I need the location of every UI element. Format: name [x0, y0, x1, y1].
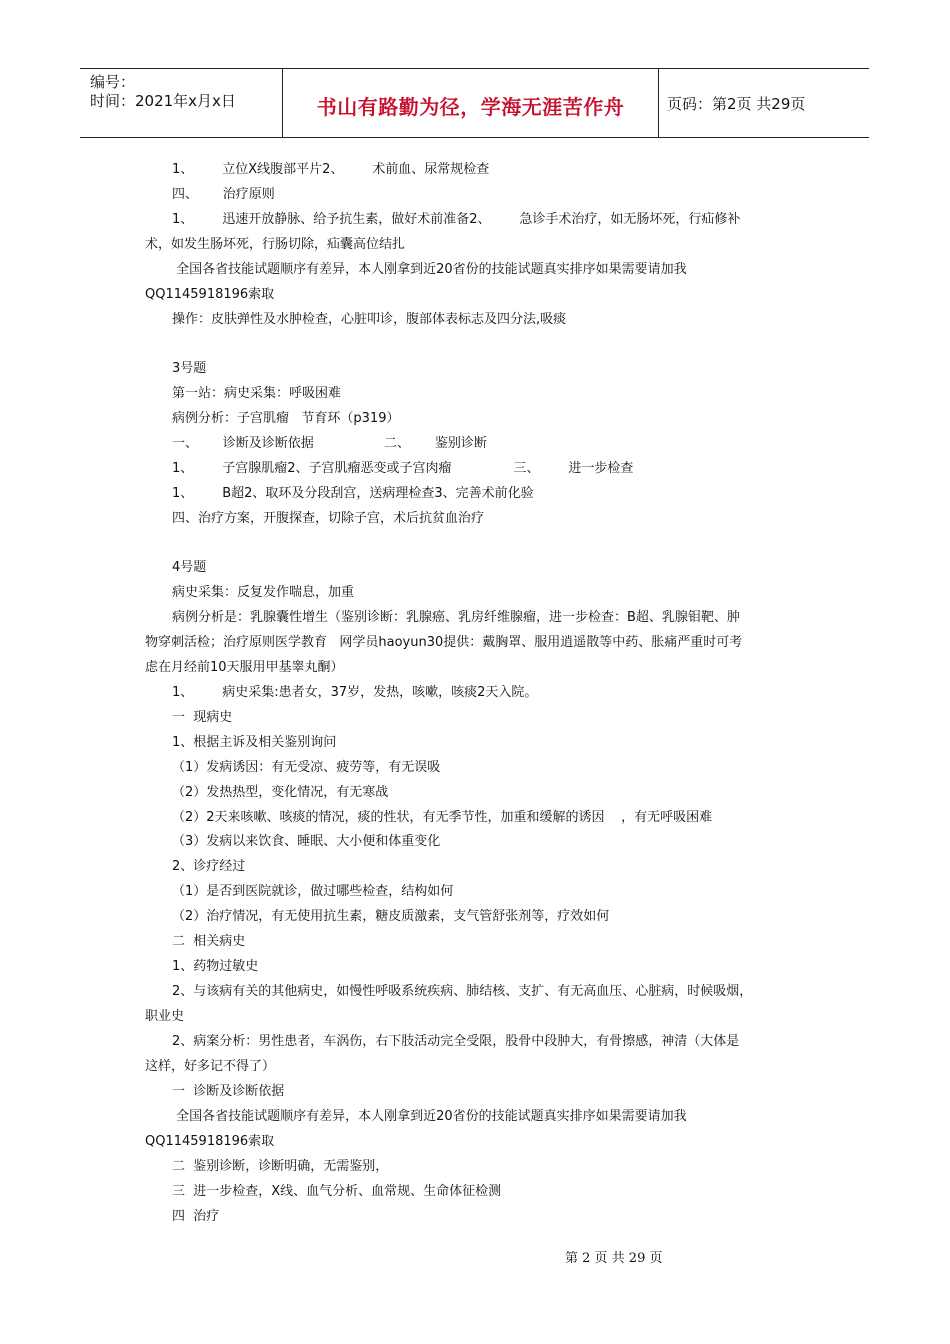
- text-line: QQ1145918196索取: [145, 1134, 275, 1149]
- section-heading: 3号题: [172, 361, 207, 376]
- text-line: 三 进一步检查，X线、血气分析、血常规、生命体征检测: [172, 1184, 502, 1199]
- text-line: 1、 迅速开放静脉、给予抗生素，做好术前准备2、 急诊手术治疗，如无肠坏死，行疝修补: [172, 212, 741, 227]
- text-line: （1）是否到医院就诊，做过哪些检查，结构如何: [172, 884, 454, 899]
- text-line: 虑在月经前10天服用甲基睾丸酮）: [145, 660, 344, 675]
- text-line: 四 治疗: [172, 1209, 220, 1224]
- text-line: 1、药物过敏史: [172, 959, 259, 974]
- text-line: 2、病案分析：男性患者，车涡伤，右下肢活动完全受限，股骨中段肿大，有骨擦感，神清（大体是: [172, 1034, 740, 1049]
- text-line: 术，如发生肠坏死，行肠切除，疝囊高位结扎: [145, 237, 406, 252]
- text-line: 四、治疗方案，开腹探查，切除子宫，术后抗贫血治疗: [172, 511, 485, 526]
- serial-number-label: 编号：: [90, 73, 136, 91]
- text-line: 全国各省技能试题顺序有差异，本人刚拿到近20省份的技能试题真实排序如果需要请加我: [172, 262, 687, 277]
- text-line: QQ1145918196索取: [145, 287, 275, 302]
- text-line: 1、 子宫腺肌瘤2、子宫肌瘤恶变或子宫肉瘤 三、 进一步检查: [172, 461, 634, 476]
- text-line: 这样，好多记不得了）: [145, 1059, 276, 1074]
- text-line: （2）发热热型，变化情况，有无寒战: [172, 785, 389, 800]
- text-line: 第一站：病史采集：呼吸困难: [172, 386, 342, 401]
- text-line: 操作：皮肤弹性及水肿检查，心脏叩诊，腹部体表标志及四分法,吸痰: [172, 312, 567, 327]
- text-line: 一、 诊断及诊断依据 二、 鉴别诊断: [172, 436, 487, 451]
- text-line: 病史采集：反复发作喘息，加重: [172, 585, 355, 600]
- page-code: 页码：第2页 共29页: [667, 95, 806, 113]
- text-line: 物穿刺活检；治疗原则医学教育 网学员haoyun30提供：戴胸罩、服用逍遥散等中药、胀痛严重时可考: [145, 635, 743, 650]
- page-footer: 第 2 页 共 29 页: [565, 1251, 663, 1266]
- text-line: （3）发病以来饮食、睡眠、大小便和体重变化: [172, 834, 441, 849]
- section-heading: 4号题: [172, 560, 207, 575]
- text-line: 2、诊疗经过: [172, 859, 246, 874]
- text-line: 二 相关病史: [172, 934, 246, 949]
- text-line: （2）治疗情况，有无使用抗生素，糖皮质激素，支气管舒张剂等，疗效如何: [172, 909, 610, 924]
- text-line: （1）发病诱因：有无受凉、疲劳等，有无误吸: [172, 760, 441, 775]
- text-line: 1、 病史采集:患者女，37岁，发热，咳嗽，咳痰2天入院。: [172, 685, 538, 700]
- text-line: 四、 治疗原则: [172, 187, 275, 202]
- text-line: 1、 立位X线腹部平片2、 术前血、尿常规检查: [172, 162, 490, 177]
- text-line: 1、 B超2、取环及分段刮宫，送病理检查3、完善术前化验: [172, 486, 534, 501]
- text-line: 1、根据主诉及相关鉴别询问: [172, 735, 337, 750]
- motto-text: 书山有路勤为径，学海无涯苦作舟: [316, 95, 625, 119]
- text-line: 病例分析：子宫肌瘤 节育环（p319）: [172, 411, 400, 426]
- text-line: 一 诊断及诊断依据: [172, 1084, 285, 1099]
- text-line: 二 鉴别诊断，诊断明确，无需鉴别，: [172, 1159, 389, 1174]
- text-line: 职业史: [145, 1009, 185, 1024]
- text-line: 病例分析是：乳腺囊性增生（鉴别诊断：乳腺癌、乳房纤维腺瘤，进一步检查：B超、乳腺钼靶、肿: [172, 610, 740, 625]
- time-label: 时间：2021年x月x日: [90, 92, 236, 110]
- text-line: 一 现病史: [172, 710, 233, 725]
- text-line: 2、与该病有关的其他病史，如慢性呼吸系统疾病、肺结核、支扩、有无高血压、心脏病，时候吸烟，: [172, 984, 753, 999]
- text-line: 全国各省技能试题顺序有差异，本人刚拿到近20省份的技能试题真实排序如果需要请加我: [172, 1109, 687, 1124]
- text-line: （2）2天来咳嗽、咳痰的情况，痰的性状，有无季节性，加重和缓解的诱因 ，有无呼吸困难: [172, 810, 713, 825]
